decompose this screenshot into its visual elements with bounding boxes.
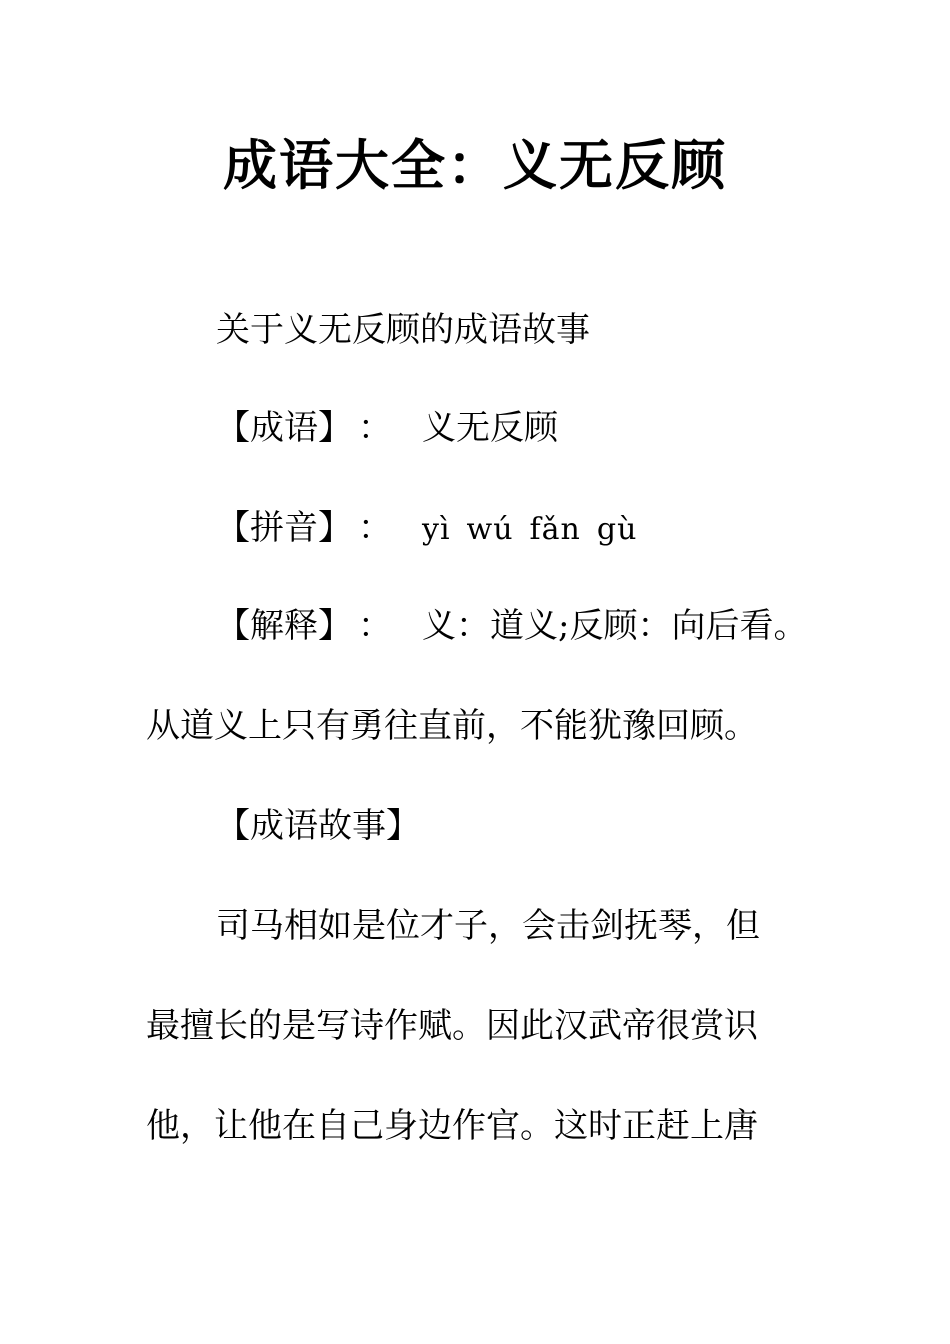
pinyin-row <box>216 506 637 552</box>
story-line: 最擅长的是写诗作赋。因此汉武帝很赏识 <box>146 1006 758 1046</box>
story-heading: 【成语故事】 <box>216 806 420 846</box>
idiom-value: 义无反顾 <box>422 408 558 448</box>
pinyin-value <box>422 512 637 547</box>
story-line: 他，让他在自己身边作官。这时正赶上唐 <box>146 1106 758 1146</box>
pinyin-syllable: wú <box>466 512 514 547</box>
explanation-text: 义：道义;反顾：向后看。 <box>422 606 808 646</box>
pinyin-label: 【拼音】 <box>216 508 352 548</box>
story-line: 司马相如是位才子，会击剑抚琴，但 <box>216 906 760 946</box>
idiom-label: 【成语】 <box>216 408 352 448</box>
explanation-continued: 从道义上只有勇往直前，不能犹豫回顾。 <box>146 706 758 746</box>
pinyin-separator: ： <box>358 508 392 548</box>
idiom-separator: ： <box>358 408 392 448</box>
intro-line: 关于义无反顾的成语故事 <box>216 310 590 350</box>
explanation-label: 【解释】 <box>216 606 352 646</box>
pinyin-syllable: yì <box>422 512 451 547</box>
explanation-separator: ： <box>358 606 392 646</box>
idiom-row <box>216 406 558 450</box>
page-title: 成语大全：义无反顾 <box>223 134 727 197</box>
explanation-row <box>216 604 807 648</box>
pinyin-syllable: gù <box>596 512 638 547</box>
pinyin-syllable: fǎn <box>529 512 581 547</box>
